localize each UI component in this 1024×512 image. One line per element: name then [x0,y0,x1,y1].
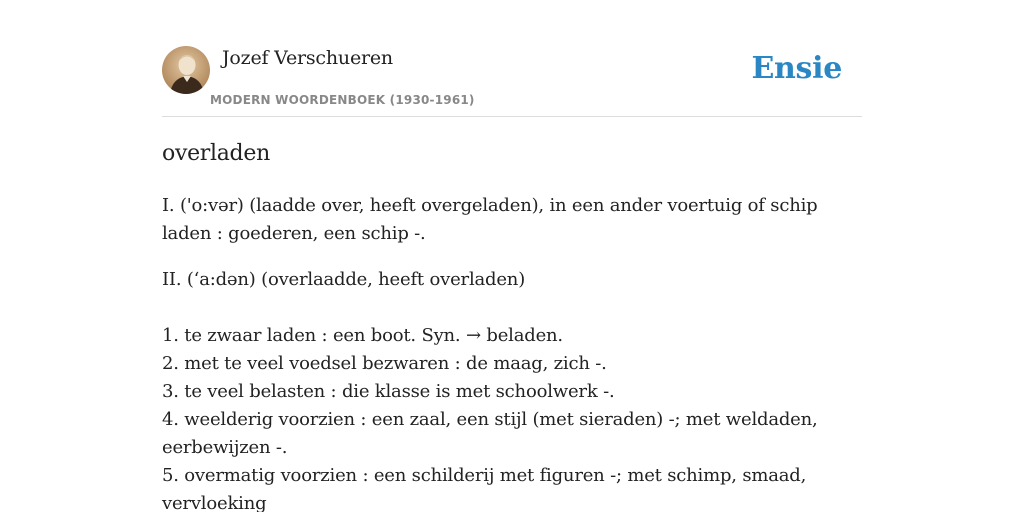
sense-item: 4. weelderig voorzien : een zaal, een stijl (met sieraden) -; met weldaden, eerbewijzen -. [162,409,818,458]
brand-logo[interactable]: Ensie [751,51,842,86]
source-label[interactable]: MODERN WOORDENBOEK (1930-1961) [210,93,475,107]
portrait-icon [162,46,210,94]
author-name[interactable]: Jozef Verschueren [222,47,393,69]
definition-2: II. (ʻa:dən) (overlaadde, heeft overladen) [162,269,526,290]
sense-item: 5. overmatig voorzien : een schilderij met figuren -; met schimp, smaad, vervloeking [162,465,807,512]
entry-header [162,46,862,117]
entry-term: overladen [162,141,270,166]
sense-item: 2. met te veel voedsel bezwaren : de maag, zich -. [162,353,607,374]
author-avatar[interactable] [162,46,210,94]
entry-content [162,138,872,512]
definition-1: I. ('o:vər) (laadde over, heeft overgeladen), in een ander voertuig of schip laden : goederen, een schip -. [162,195,818,244]
sense-item: 1. te zwaar laden : een boot. Syn. → beladen. [162,325,563,346]
sense-item: 3. te veel belasten : die klasse is met schoolwerk -. [162,381,615,402]
sense-list [162,322,872,512]
